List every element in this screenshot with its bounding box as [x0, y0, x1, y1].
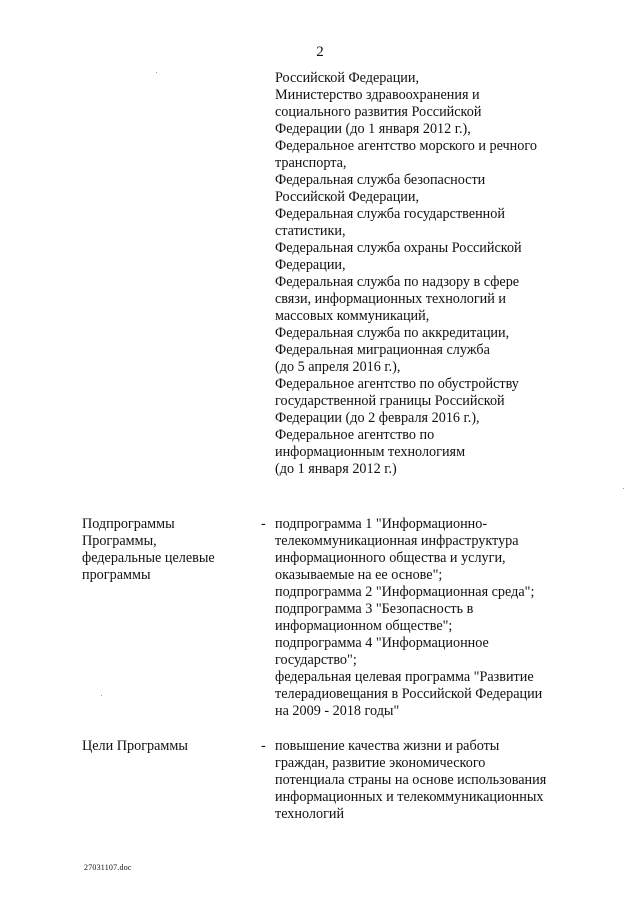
scan-speck	[623, 488, 624, 489]
goals-text	[275, 738, 605, 823]
text-line: транспорта,	[275, 155, 347, 171]
label-line: Подпрограммы	[82, 516, 175, 532]
text-line: Федерации (до 1 января 2012 г.),	[275, 121, 471, 137]
page-number: 2	[316, 44, 324, 60]
subprograms-dash: -	[261, 516, 266, 532]
goals-label	[82, 738, 257, 755]
label-line: программы	[82, 567, 151, 583]
text-line: информационного общества и услуги,	[275, 550, 506, 566]
text-line: (до 5 апреля 2016 г.),	[275, 359, 401, 375]
text-line: телекоммуникационная инфраструктура	[275, 533, 519, 549]
text-line: информационном обществе";	[275, 618, 453, 634]
text-line: Федеральная служба по надзору в сфере	[275, 274, 520, 290]
text-line: повышение качества жизни и работы	[275, 738, 500, 754]
footer-document-code: 27031107.doc	[84, 863, 132, 872]
text-line: Федерации,	[275, 257, 346, 273]
text-line: Федерации (до 2 февраля 2016 г.),	[275, 410, 480, 426]
text-line: федеральная целевая программа "Развитие	[275, 669, 534, 685]
text-line: социального развития Российской	[275, 104, 482, 120]
text-line: Министерство здравоохранения и	[275, 87, 480, 103]
label-line: Программы,	[82, 533, 157, 549]
label-line: Цели Программы	[82, 738, 188, 754]
label-line: федеральные целевые	[82, 550, 215, 566]
text-line: Федеральная служба государственной	[275, 206, 505, 222]
text-line: государственной границы Российской	[275, 393, 505, 409]
text-line: информационным технологиям	[275, 444, 466, 460]
text-line: оказываемые на ее основе";	[275, 567, 443, 583]
text-line: статистики,	[275, 223, 346, 239]
text-line: подпрограмма 4 "Информационное	[275, 635, 489, 651]
text-line: информационных и телекоммуникационных	[275, 789, 544, 805]
text-line: Российской Федерации,	[275, 70, 420, 86]
goals-dash: -	[261, 738, 266, 754]
text-line: Федеральная служба по аккредитации,	[275, 325, 510, 341]
text-line: технологий	[275, 806, 345, 822]
text-line: на 2009 - 2018 годы"	[275, 703, 400, 719]
text-line: подпрограмма 2 "Информационная среда";	[275, 584, 535, 600]
scan-speck	[101, 695, 102, 696]
text-line: Федеральное агентство по	[275, 427, 435, 443]
text-line: потенциала страны на основе использования	[275, 772, 547, 788]
text-line: массовых коммуникаций,	[275, 308, 430, 324]
text-line: телерадиовещания в Российской Федерации	[275, 686, 543, 702]
subprograms-text	[275, 516, 605, 720]
text-line: Федеральное агентство морского и речного	[275, 138, 537, 154]
text-line: подпрограмма 1 "Информационно-	[275, 516, 488, 532]
text-line: граждан, развитие экономического	[275, 755, 486, 771]
text-line: (до 1 января 2012 г.)	[275, 461, 397, 477]
text-line: Федеральная служба охраны Российской	[275, 240, 522, 256]
text-line: государство";	[275, 652, 357, 668]
subprograms-label	[82, 516, 257, 584]
continuation-text	[275, 70, 605, 478]
text-line: Федеральное агентство по обустройству	[275, 376, 519, 392]
text-line: Федеральная миграционная служба	[275, 342, 490, 358]
text-line: Федеральная служба безопасности	[275, 172, 486, 188]
scan-speck	[156, 72, 157, 73]
text-line: подпрограмма 3 "Безопасность в	[275, 601, 474, 617]
text-line: Российской Федерации,	[275, 189, 420, 205]
text-line: связи, информационных технологий и	[275, 291, 507, 307]
